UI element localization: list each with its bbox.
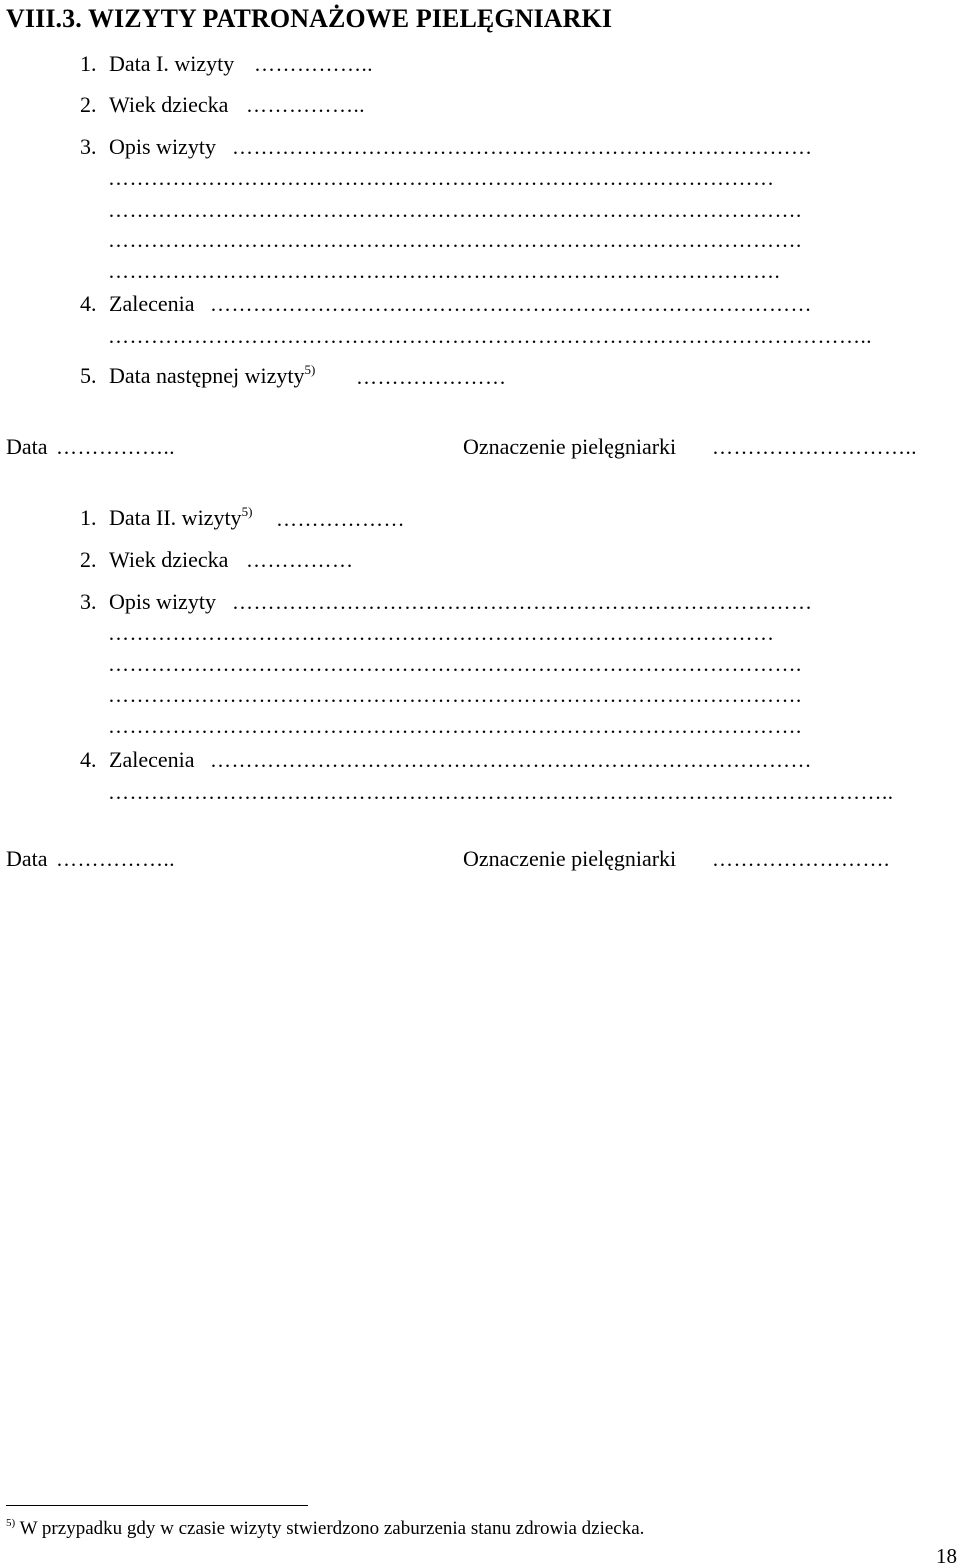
visit1-recommendations-line[interactable]: …………………………………………………………………………………………….. [108,326,872,347]
visit1-age-label: Wiek dziecka [109,92,229,117]
visit1-nurse-label: Oznaczenie pielęgniarki [463,434,677,459]
visit1-sign-date-field[interactable]: …………….. [56,437,175,458]
visit1-date-row [80,53,234,75]
visit2-description-line[interactable]: ………………………………………………………………………………… [108,623,775,644]
visit1-description-line[interactable]: ……………………………………………………………………………………. [108,230,802,251]
footnote-ref: 5) [304,362,316,377]
visit1-description-row [80,136,216,158]
visit2-age-field[interactable]: …………… [246,550,354,571]
visit1-sign-date-label: Data [6,434,48,459]
section-heading: VIII.3. WIZYTY PATRONAŻOWE PIELĘGNIARKI [6,4,613,33]
footnote-ref: 5) [241,504,253,519]
visit2-description-line[interactable]: ……………………………………………………………………………………. [108,716,802,737]
footnote-marker: 5) [6,1517,16,1529]
visit2-recommendations-row [80,749,195,771]
visit2-description-label: Opis wizyty [109,589,216,614]
visit1-nurse-field[interactable]: ……………………….. [712,437,917,458]
visit1-description-line[interactable]: ………………………………………………………………………………… [108,168,775,189]
visit1-next-visit-field[interactable]: ………………… [356,367,507,388]
visit2-age-label: Wiek dziecka [109,547,229,572]
visit2-description-row [80,591,216,613]
visit2-description-line[interactable]: ……………………………………………………………………………………. [108,685,802,706]
visit1-recommendations-label: Zalecenia [109,291,195,316]
visit1-description-label: Opis wizyty [109,134,216,159]
page-number: 18 [936,1544,957,1568]
item-number: 4. [80,291,97,316]
visit1-description-line[interactable]: ……………………………………………………………………………………. [108,200,802,221]
footnote-text: W przypadku gdy w czasie wizyty stwierdzono zaburzenia stanu zdrowia dziecka. [19,1518,645,1539]
visit1-description-field[interactable]: ……………………………………………………………………… [232,137,813,158]
visit2-age-row [80,549,228,571]
visit2-nurse-field[interactable]: ……………………. [712,849,890,870]
item-number: 1. [80,51,97,76]
item-number: 5. [80,363,97,388]
visit1-recommendations-field[interactable]: ………………………………………………………………………… [210,294,812,315]
visit2-recommendations-label: Zalecenia [109,747,195,772]
visit2-nurse-label: Oznaczenie pielęgniarki [463,846,677,871]
visit2-recommendations-line[interactable]: ……………………………………………………………………………………………….. [108,782,894,803]
visit2-date-row [80,504,253,530]
visit2-date-label: Data II. wizyty [109,505,242,530]
item-number: 1. [80,505,97,530]
footnote-separator [6,1505,308,1506]
visit1-next-visit-label: Data następnej wizyty [109,363,305,388]
item-number: 3. [80,134,97,159]
visit1-date-label: Data I. wizyty [109,51,235,76]
visit2-sign-date-field[interactable]: …………….. [56,849,175,870]
item-number: 2. [80,92,97,117]
visit1-age-row [80,94,228,116]
visit1-age-field[interactable]: …………….. [246,95,365,116]
visit1-description-line[interactable]: …………………………………………………………………………………. [108,261,781,282]
item-number: 4. [80,747,97,772]
item-number: 3. [80,589,97,614]
visit2-sign-date-label: Data [6,846,48,871]
visit1-date-field[interactable]: …………….. [254,54,373,75]
item-number: 2. [80,547,97,572]
visit1-next-visit-row [80,362,316,388]
visit1-recommendations-row [80,293,195,315]
visit2-recommendations-field[interactable]: ………………………………………………………………………… [210,750,812,771]
visit2-description-field[interactable]: ……………………………………………………………………… [232,592,813,613]
visit2-date-field[interactable]: ……………… [276,509,405,530]
visit2-description-line[interactable]: ……………………………………………………………………………………. [108,654,802,675]
footnote [6,1519,644,1538]
